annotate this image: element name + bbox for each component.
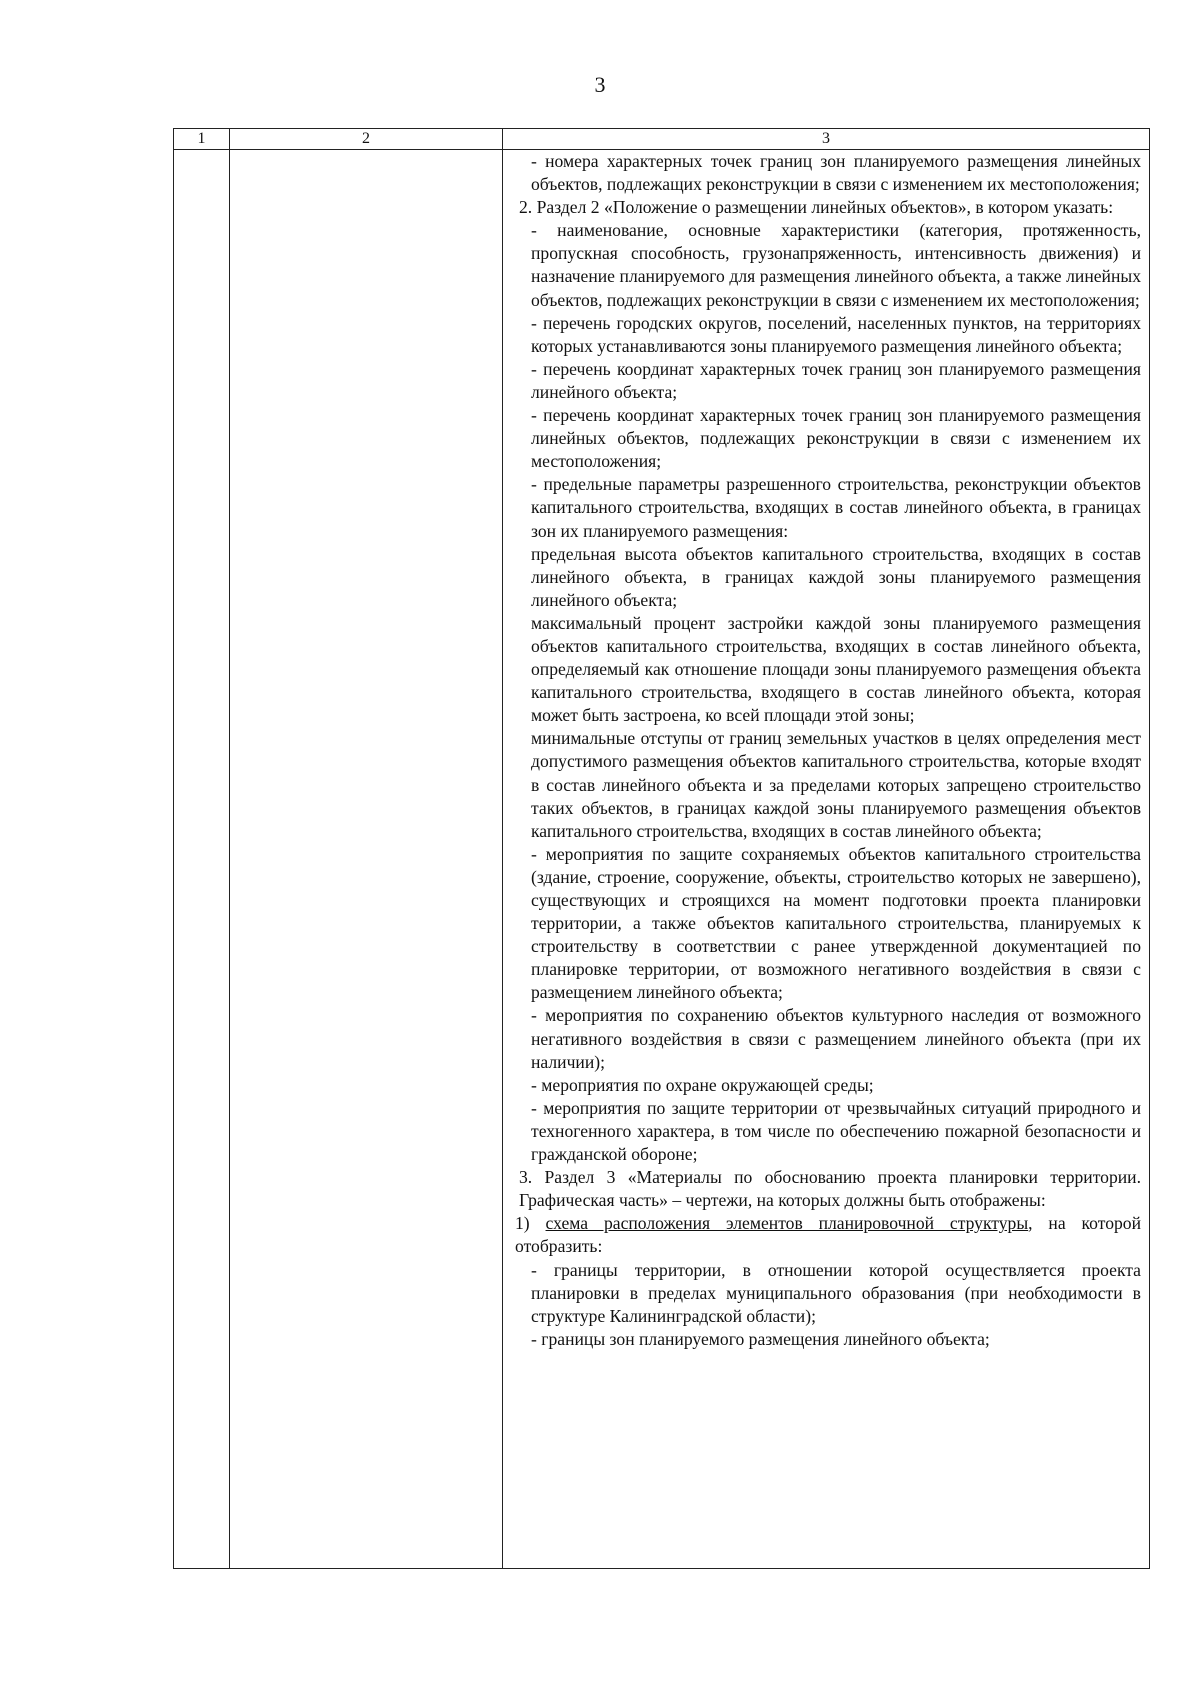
tail-paragraph: - границы территории, в отношении которой осуществляется проекта планировки в пределах муниципального образования (при необходимости в структуре Калининградской области);: [531, 1259, 1141, 1326]
table-header-row: [174, 129, 1150, 150]
body-paragraph: - мероприятия по защите территории от чрезвычайных ситуаций природного и техногенного характера, в том числе по обеспечению пожарной безопасности и гражданской обороне;: [531, 1097, 1141, 1165]
body-paragraph: - наименование, основные характеристики (категория, протяженность, пропускная способность, грузонапряженность, интенсивность движения) и назначение планируемого для размещения линейного объекта, а также линейных объектов, подлежащих реконструкции в связи с изменением их местоположения;: [531, 220, 1141, 310]
body-paragraph: - предельные параметры разрешенного строительства, реконструкции объектов капитального строительства, входящих в состав линейного объекта, в границах зон их планируемого размещения:: [531, 474, 1141, 541]
body-paragraph: 2. Раздел 2 «Положение о размещении линейных объектов», в котором указать:: [519, 197, 1114, 218]
body-paragraph: 3. Раздел 3 «Материалы по обоснованию проекта планировки территории. Графическая часть» – чертежи, на которых должны быть отображены:: [519, 1167, 1141, 1211]
cell-column-1: [174, 150, 230, 1569]
item-1-prefix: 1): [515, 1213, 546, 1234]
item-1-suffix: , на которой отобразить:: [515, 1213, 1141, 1257]
body-paragraph: - номера характерных точек границ зон планируемого размещения линейных объектов, подлежащих реконструкции в связи с изменением их местоположения;: [531, 151, 1141, 195]
body-paragraph: - перечень городских округов, поселений, населенных пунктов, на территориях которых устанавливаются зоны планируемого размещения линейного объекта;: [531, 312, 1141, 356]
column-header-1: 1: [174, 129, 230, 150]
item-1-underlined-title: схема расположения элементов планировочной структуры: [545, 1213, 1029, 1234]
cell-column-3: [503, 150, 1150, 1569]
table-body-row: [174, 150, 1150, 1569]
body-paragraph: - перечень координат характерных точек границ зон планируемого размещения линейных объектов, подлежащих реконструкции в связи с изменением их местоположения;: [531, 405, 1141, 472]
body-paragraph: предельная высота объектов капитального строительства, входящих в состав линейного объекта, в границах каждой зоны планируемого размещения линейного объекта;: [531, 543, 1141, 610]
column-header-3: 3: [503, 129, 1150, 150]
tail-paragraph: - границы зон планируемого размещения линейного объекта;: [531, 1328, 990, 1349]
cell-column-2: [230, 150, 503, 1569]
tail-paragraph-list: [515, 1259, 1141, 1351]
requirements-table: [173, 128, 1150, 1569]
page-number: 3: [594, 72, 606, 97]
cell-content: [503, 150, 1149, 1351]
body-paragraph: - мероприятия по сохранению объектов культурного наследия от возможного негативного воздействия в связи с размещением линейного объекта (при их наличии);: [531, 1005, 1141, 1072]
body-paragraph: максимальный процент застройки каждой зоны планируемого размещения объектов капитального строительства, входящих в состав линейного объекта, определяемый как отношение площади зоны планируемого размещения объекта капитального строительства, входящего в состав линейного объекта, которая может быть застроена, ко всей площади этой зоны;: [531, 612, 1141, 726]
column-header-2: 2: [230, 129, 503, 150]
item-1-paragraph: [515, 1212, 1141, 1258]
body-paragraph: - мероприятия по охране окружающей среды;: [531, 1074, 874, 1095]
paragraph-list: [515, 150, 1141, 1212]
body-paragraph: - мероприятия по защите сохраняемых объектов капитального строительства (здание, строение, сооружение, объекты, строительство которых не завершено), существующих и строящихся на момент подготовки проекта планировки территории, а также объектов капитального строительства, планируемых к строительству в соответствии с ранее утвержденной документацией по планировке территории, от возможного негативного воздействия в связи с размещением линейного объекта;: [531, 843, 1141, 1003]
body-paragraph: - перечень координат характерных точек границ зон планируемого размещения линейного объекта;: [531, 358, 1141, 402]
body-paragraph: минимальные отступы от границ земельных участков в целях определения мест допустимого размещения объектов капитального строительства, которые входят в состав линейного объекта и за пределами которых запрещено строительство таких объектов, в границах каждой зоны планируемого размещения объектов капитального строительства, входящих в состав линейного объекта;: [531, 728, 1141, 841]
